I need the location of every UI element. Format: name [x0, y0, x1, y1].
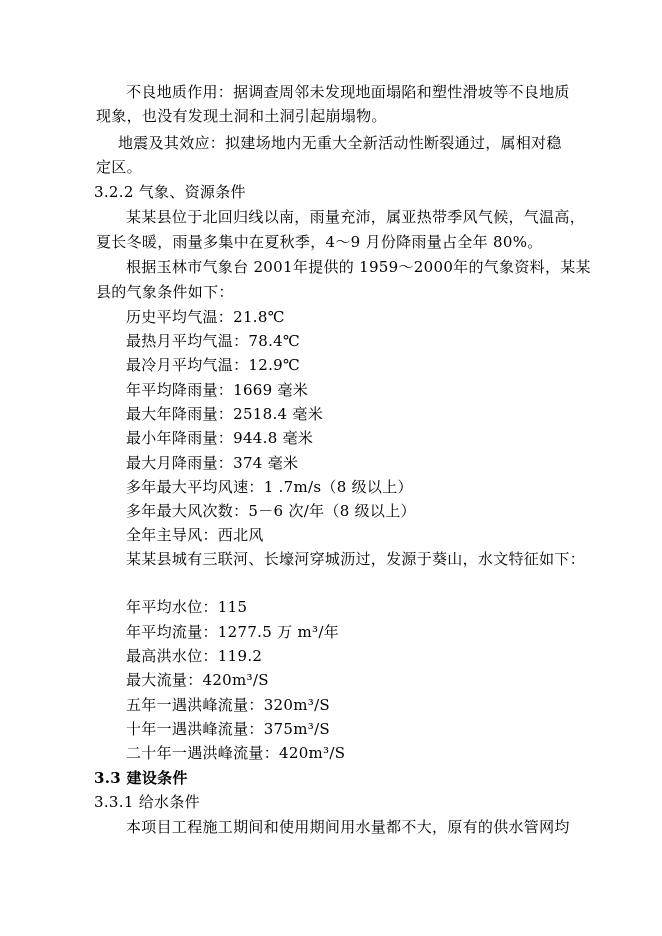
heading-3-3-1: 3.3.1 给水条件 [94, 793, 200, 811]
paragraph-geology-line-1: 不良地质作用：据调查周邻未发现地面塌陷和塑性滑坡等不良地质 [126, 83, 570, 101]
hydro-item: 五年一遇洪峰流量：320m³/S [126, 696, 330, 714]
paragraph-water-supply-line-1: 本项目工程施工期间和使用期间用水量都不大，原有的供水管网均 [126, 818, 570, 836]
paragraph-river-intro: 某某县城有三联河、长壕河穿城沥过，发源于葵山，水文特征如下： [126, 550, 586, 568]
heading-3-3: 3.3 建设条件 [94, 769, 188, 787]
climate-item: 多年最大风次数：5－6 次/年（8 级以上） [126, 502, 416, 520]
paragraph-earthquake-line-2: 定区。 [96, 158, 142, 176]
paragraph-geology-line-2: 现象，也没有发现土洞和土洞引起崩塌物。 [96, 107, 387, 125]
paragraph-climate-source-line-2: 县的气象条件如下： [96, 283, 234, 301]
climate-item: 最小年降雨量：944.8 毫米 [126, 429, 314, 447]
hydro-item: 十年一遇洪峰流量：375m³/S [126, 720, 330, 738]
climate-item: 年平均降雨量：1669 毫米 [126, 381, 309, 399]
climate-item: 最大年降雨量：2518.4 毫米 [126, 405, 324, 423]
hydro-item: 最大流量：420m³/S [126, 671, 269, 689]
paragraph-earthquake-line-1: 地震及其效应：拟建场地内无重大全新活动性断裂通过，属相对稳 [118, 134, 562, 152]
climate-item: 多年最大平均风速：1 .7m/s（8 级以上） [126, 478, 413, 496]
climate-item: 历史平均气温：21.8℃ [126, 308, 285, 326]
paragraph-climate-intro-line-1: 某某县位于北回归线以南，雨量充沛，属亚热带季风气候，气温高， [126, 208, 586, 226]
heading-3-2-2: 3.2.2 气象、资源条件 [94, 183, 246, 201]
climate-item: 最大月降雨量：374 毫米 [126, 454, 299, 472]
paragraph-climate-source-line-1: 根据玉林市气象台 2001年提供的 1959～2000年的气象资料，某某 [126, 258, 591, 276]
hydro-item: 最高洪水位：119.2 [126, 647, 263, 665]
hydro-item: 年平均水位：115 [126, 598, 248, 616]
hydro-item: 年平均流量：1277.5 万 m³/年 [126, 623, 340, 641]
climate-item: 最冷月平均气温：12.9℃ [126, 356, 301, 374]
climate-item: 最热月平均气温：78.4℃ [126, 332, 301, 350]
paragraph-climate-intro-line-2: 夏长冬暖，雨量多集中在夏秋季，4～9 月份降雨量占全年 80%。 [96, 233, 543, 251]
hydro-item: 二十年一遇洪峰流量：420m³/S [126, 744, 346, 762]
climate-item: 全年主导风：西北风 [126, 526, 264, 544]
